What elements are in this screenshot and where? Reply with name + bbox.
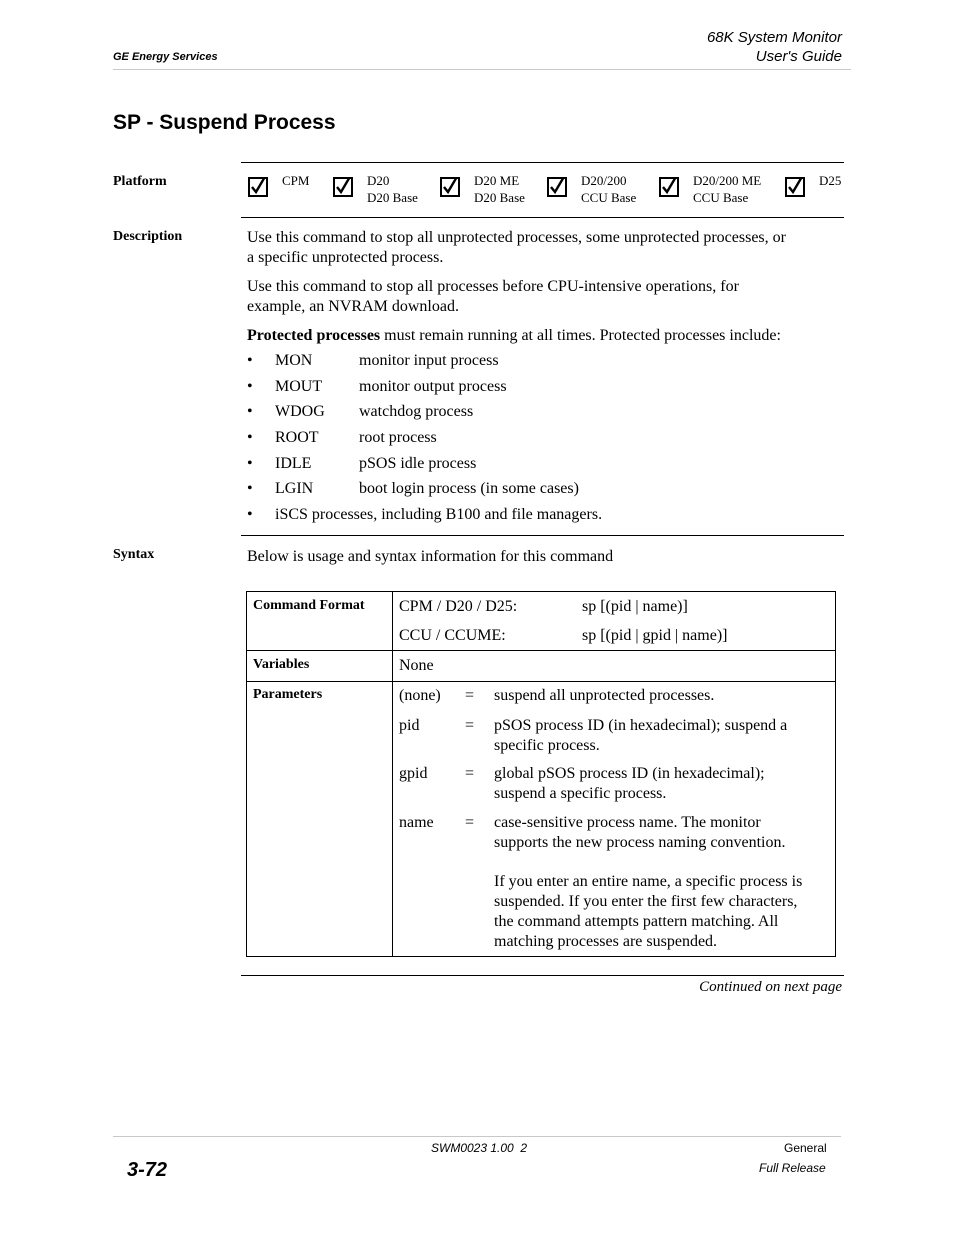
param-desc-extra bbox=[494, 872, 802, 952]
checkbox-checked-icon bbox=[333, 177, 353, 197]
process-desc: iSCS processes, including B100 and file managers. bbox=[275, 506, 603, 523]
description-label: Description bbox=[113, 229, 183, 244]
process-desc: monitor input process bbox=[359, 352, 499, 369]
footer-release: Full Release bbox=[759, 1161, 826, 1175]
cf-syntax: sp [(pid | gpid | name)] bbox=[582, 627, 728, 644]
text-line: example, an NVRAM download. bbox=[247, 298, 459, 315]
process-desc: monitor output process bbox=[359, 378, 507, 395]
bullet-icon: • bbox=[247, 403, 253, 420]
cf-syntax: sp [(pid | name)] bbox=[582, 598, 688, 615]
section-divider bbox=[241, 975, 844, 976]
param-equals: = bbox=[465, 687, 475, 704]
text-line: If you enter an entire name, a specific process is bbox=[494, 873, 803, 890]
platform-item-d20-me bbox=[440, 172, 525, 206]
bullet-icon: • bbox=[247, 352, 253, 369]
text-line: suspend all unprotected processes. bbox=[494, 687, 715, 704]
process-name: LGIN bbox=[275, 480, 314, 497]
process-name: MOUT bbox=[275, 378, 323, 395]
parameters-label: Parameters bbox=[253, 687, 323, 702]
text-line: a specific unprotected process. bbox=[247, 249, 444, 266]
table-row-divider bbox=[247, 650, 835, 651]
platform-item-line1: D20/200 bbox=[581, 173, 627, 188]
text-line: Use this command to stop all unprotected processes, some unprotected processes, or bbox=[247, 229, 786, 246]
text-line: the command attempts pattern matching. All bbox=[494, 913, 779, 930]
process-desc: watchdog process bbox=[359, 403, 474, 420]
param-name: pid bbox=[399, 717, 420, 734]
param-desc bbox=[494, 813, 786, 853]
header-title-line1: 68K System Monitor bbox=[706, 29, 842, 46]
page-title: SP - Suspend Process bbox=[113, 111, 336, 134]
platform-item-d25 bbox=[785, 172, 841, 197]
header-company: GE Energy Services bbox=[113, 51, 218, 63]
platform-item-line2: CCU Base bbox=[581, 190, 637, 205]
param-desc bbox=[494, 686, 714, 706]
cf-platform: CPM / D20 / D25: bbox=[399, 598, 518, 615]
description-paragraph bbox=[247, 277, 837, 317]
header-divider bbox=[113, 69, 851, 70]
text-line: global pSOS process ID (in hexadecimal); bbox=[494, 765, 765, 782]
variables-value: None bbox=[399, 657, 434, 674]
platform-label: Platform bbox=[113, 174, 167, 189]
footer-category: General bbox=[784, 1141, 827, 1155]
bullet-icon: • bbox=[247, 429, 253, 446]
text-line: must remain running at all times. Protected processes include: bbox=[380, 327, 781, 344]
syntax-intro: Below is usage and syntax information for this command bbox=[247, 548, 614, 565]
platform-item-d20 bbox=[333, 172, 418, 206]
process-name: WDOG bbox=[275, 403, 325, 420]
param-desc bbox=[494, 764, 765, 804]
bullet-icon: • bbox=[247, 506, 253, 523]
syntax-label: Syntax bbox=[113, 547, 155, 562]
process-name: MON bbox=[275, 352, 313, 369]
process-desc: root process bbox=[359, 429, 437, 446]
param-equals: = bbox=[465, 765, 475, 782]
cf-platform: CCU / CCUME: bbox=[399, 627, 506, 644]
checkbox-checked-icon bbox=[440, 177, 460, 197]
command-format-label: Command Format bbox=[253, 598, 365, 613]
platform-item-line2: CCU Base bbox=[693, 190, 749, 205]
text-line: case-sensitive process name. The monitor bbox=[494, 814, 761, 831]
text-line: suspended. If you enter the first few characters, bbox=[494, 893, 798, 910]
platform-item-line1: D20 bbox=[367, 173, 390, 188]
bullet-icon: • bbox=[247, 378, 253, 395]
description-paragraph bbox=[247, 326, 837, 346]
bullet-icon: • bbox=[247, 480, 253, 497]
table-column-divider bbox=[392, 592, 393, 956]
platform-item-d20-200-me bbox=[659, 172, 761, 206]
description-paragraph bbox=[247, 228, 837, 268]
bullet-icon: • bbox=[247, 455, 253, 472]
text-line: supports the new process naming convention. bbox=[494, 834, 786, 851]
param-equals: = bbox=[465, 814, 475, 831]
doc-id: SWM0023 1.00 2 bbox=[431, 1141, 528, 1155]
param-equals: = bbox=[465, 717, 475, 734]
param-desc bbox=[494, 716, 787, 756]
platform-item-line1: D20/200 ME bbox=[693, 173, 762, 188]
page-number: 3-72 bbox=[127, 1159, 168, 1181]
checkbox-checked-icon bbox=[547, 177, 567, 197]
section-divider bbox=[241, 162, 844, 163]
text-line: Use this command to stop all processes before CPU-intensive operations, for bbox=[247, 278, 739, 295]
platform-item-line2: D20 Base bbox=[367, 190, 418, 205]
footer-divider bbox=[113, 1136, 841, 1137]
param-name: name bbox=[399, 814, 434, 831]
text-line: matching processes are suspended. bbox=[494, 933, 718, 950]
header-title bbox=[707, 28, 842, 66]
syntax-table bbox=[246, 591, 836, 957]
section-divider bbox=[241, 217, 844, 218]
platform-item-line1: D20 ME bbox=[474, 173, 520, 188]
process-name: IDLE bbox=[275, 455, 312, 472]
checkbox-checked-icon bbox=[785, 177, 805, 197]
table-row-divider bbox=[247, 681, 835, 682]
process-name: ROOT bbox=[275, 429, 319, 446]
bold-term: Protected processes bbox=[247, 327, 381, 344]
text-line: suspend a specific process. bbox=[494, 785, 667, 802]
platform-item-line1: D25 bbox=[819, 173, 842, 188]
text-line: pSOS process ID (in hexadecimal); suspend a bbox=[494, 717, 788, 734]
param-name: (none) bbox=[399, 687, 441, 704]
checkbox-checked-icon bbox=[248, 177, 268, 197]
continued-note: Continued on next page bbox=[699, 979, 842, 995]
process-desc: boot login process (in some cases) bbox=[359, 480, 579, 497]
section-divider bbox=[241, 535, 844, 536]
platform-item-line2: D20 Base bbox=[474, 190, 525, 205]
platform-item-d20-200 bbox=[547, 172, 636, 206]
param-name: gpid bbox=[399, 765, 428, 782]
platform-item-line1: CPM bbox=[282, 173, 310, 188]
variables-label: Variables bbox=[253, 657, 310, 672]
platform-item-cpm bbox=[248, 172, 309, 197]
header-title-line2: User's Guide bbox=[755, 48, 842, 65]
process-desc: pSOS idle process bbox=[359, 455, 477, 472]
checkbox-checked-icon bbox=[659, 177, 679, 197]
text-line: specific process. bbox=[494, 737, 600, 754]
